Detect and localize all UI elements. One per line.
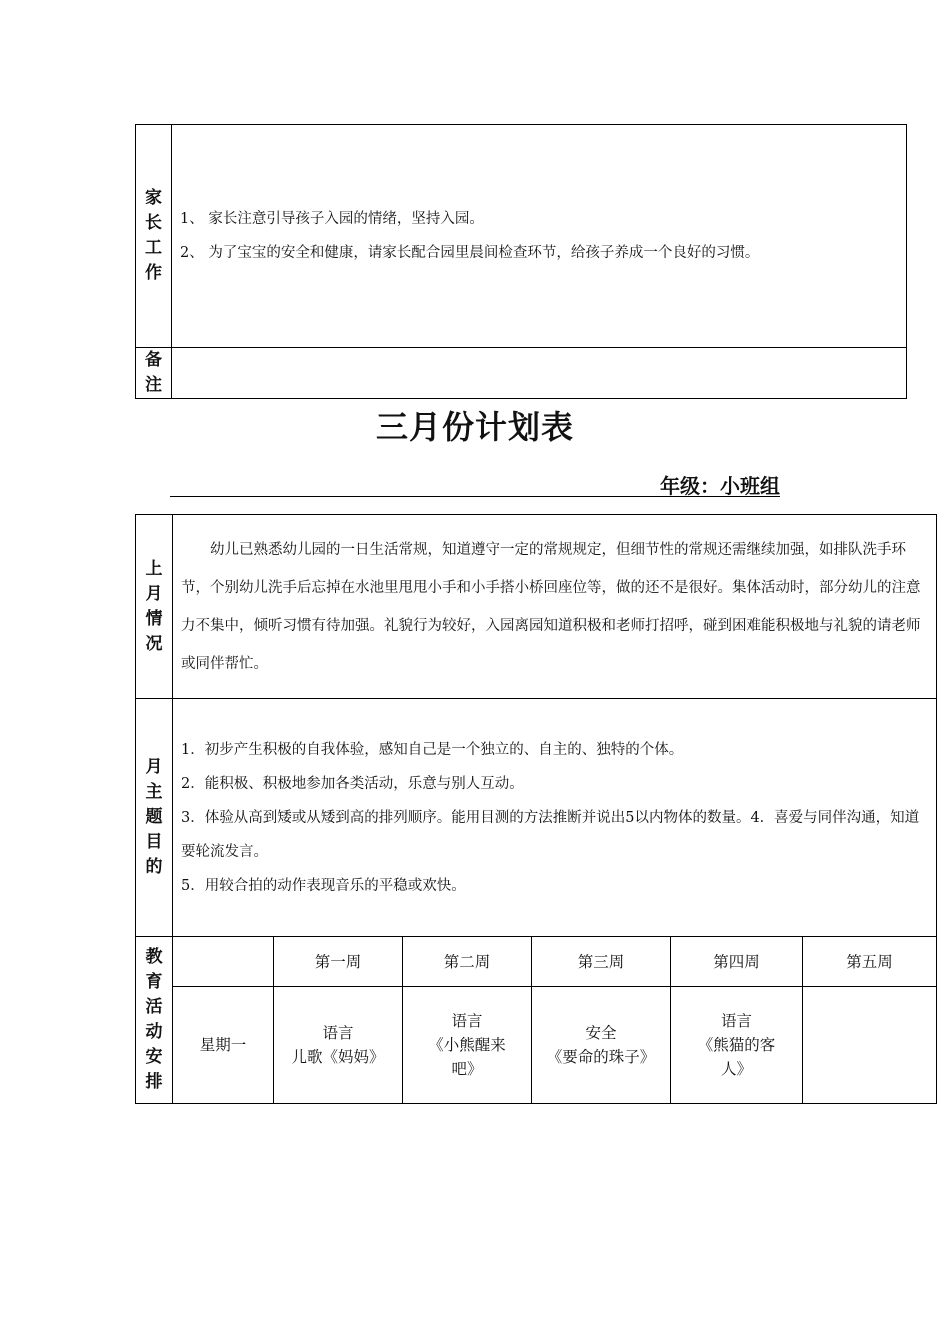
activity-cell: 语言 《小熊醒来 吧》 [403,987,532,1104]
goal-item: 3．体验从高到矮或从矮到高的排列顺序。能用目测的方法推断并说出5以内物体的数量。4．喜爱与同伴沟通，知道要轮流发言。 [181,809,920,860]
remarks-label: 备 注 [136,348,172,399]
grade-line [170,470,780,497]
activity-cell: 语言 《熊猫的客 人》 [671,987,803,1104]
remarks-content [172,348,907,399]
grade-label: 年级：小班组 [660,474,780,498]
monthly-plan-table [135,514,937,1104]
week-header: 第二周 [403,937,532,987]
week-header: 第四周 [671,937,803,987]
parent-work-item: 2、 为了宝宝的安全和健康，请家长配合园里晨间检查环节，给孩子养成一个良好的习惯。 [180,245,760,261]
goals-label: 月 主 题 目 的 [136,699,173,937]
last-month-label: 上 月 情 况 [136,515,173,699]
last-month-content: 幼儿已熟悉幼儿园的一日生活常规，知道遵守一定的常规规定，但细节性的常规还需继续加强，如排队洗手环节，个别幼儿洗手后忘掉在水池里甩甩小手和小手搭小桥回座位等，做的还不是很好。集体活动时，部分幼儿的注意力不集中，倾听习惯有待加强。礼貌行为较好，入园离园知道积极和老师打招呼，碰到困难能积极地与礼貌的请老师或同伴帮忙。 [173,515,937,699]
parent-work-label: 家 长 工 作 [136,125,172,348]
goals-content [173,699,937,937]
schedule-label: 教 育 活 动 安 排 [136,937,173,1104]
goal-item: 5．用较合拍的动作表现音乐的平稳或欢快。 [181,877,466,894]
week-header: 第五周 [803,937,937,987]
activity-cell: 安全 《要命的珠子》 [532,987,671,1104]
goal-item: 2．能积极、积极地参加各类活动，乐意与别人互动。 [181,775,524,792]
activity-cell-empty [803,987,937,1104]
goal-item: 1．初步产生积极的自我体验，感知自己是一个独立的、自主的、独特的个体。 [181,741,684,758]
day-label: 星期一 [173,987,274,1104]
parent-work-content [172,125,907,348]
parent-work-table [135,124,907,399]
schedule-corner-cell [173,937,274,987]
parent-work-item: 1、 家长注意引导孩子入园的情绪，坚持入园。 [180,211,484,227]
activity-cell: 语言 儿歌《妈妈》 [274,987,403,1104]
page-title: 三月份计划表 [375,408,574,446]
week-header: 第一周 [274,937,403,987]
week-header: 第三周 [532,937,671,987]
